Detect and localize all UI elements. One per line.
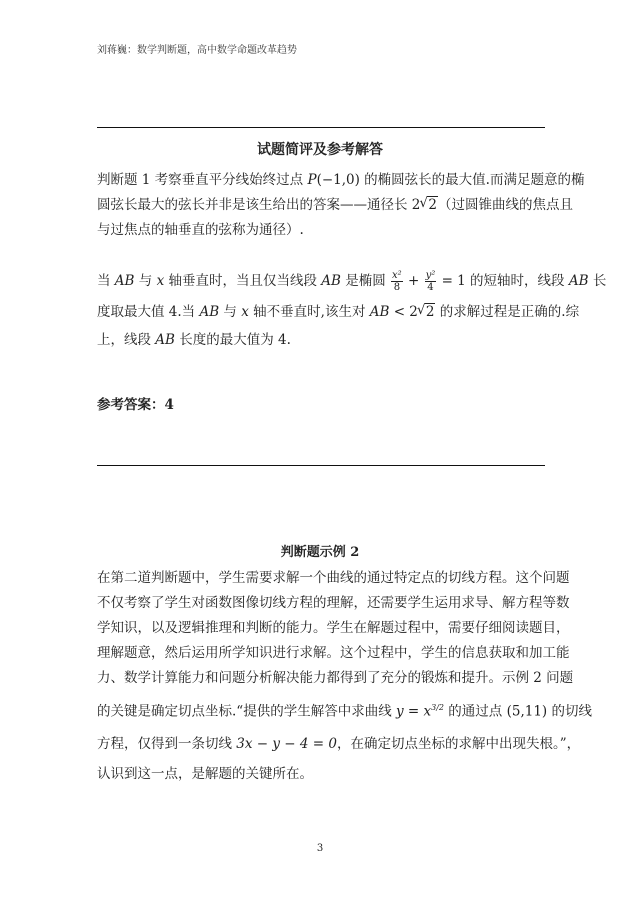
text-line: 在第二道判断题中，学生需要求解一个曲线的通过特定点的切线方程。这个问题: [97, 570, 570, 586]
sqrt-symbol: [420, 193, 438, 218]
fraction-y2-over-4: [425, 270, 437, 293]
text-run: 与: [219, 304, 242, 320]
text-line: 力、数学计算能力和问题分析解决能力都得到了充分的锻炼和提升。示例 2 问题: [97, 670, 574, 686]
math-x: x: [241, 304, 249, 320]
paragraph-review-2: [97, 264, 607, 354]
math-x: x: [156, 273, 165, 289]
text-run: 的求解过程是正确的.综: [435, 304, 580, 320]
fraction-denominator: 8: [393, 282, 401, 293]
text-run: 判断题 1 考察垂直平分线始终过点: [97, 172, 308, 188]
math-coordinate: (−1,0): [316, 172, 360, 188]
text-run: （过圆锥曲线的焦点且: [437, 197, 573, 213]
sqrt-radicand: 2: [428, 197, 437, 213]
text-run: 上，线段: [97, 332, 156, 348]
text-run: 圆弦长最大的弦长并非是该生给出的答案——通径长 2: [97, 197, 421, 213]
page-number: 3: [316, 843, 324, 854]
text-line: [97, 326, 546, 354]
math-point-5-11: (5,11): [506, 703, 548, 720]
math-ab: AB: [369, 304, 390, 320]
text-run: 当: [97, 273, 115, 289]
math-ab: AB: [155, 332, 175, 348]
text-run: 的通过点: [444, 703, 507, 720]
text-run: ，在确定切点坐标的求解中出现失根。”，: [337, 735, 581, 752]
text-run: 与: [134, 273, 157, 289]
math-equals: = 1: [437, 273, 466, 289]
reference-answer: [97, 393, 546, 418]
math-exponent: 3/2: [431, 703, 445, 712]
text-line: [97, 729, 581, 759]
text-line: [97, 298, 580, 326]
answer-value: 4: [164, 397, 174, 413]
section-title-review: 试题简评及参考解答: [257, 142, 383, 158]
fraction-numerator: x²: [392, 270, 402, 281]
paragraph-example-2: [97, 566, 592, 789]
math-ab: AB: [114, 273, 135, 289]
fraction-x2-over-8: [391, 270, 403, 293]
text-line: [97, 168, 585, 193]
math-ab: AB: [568, 273, 589, 289]
math-y: y: [395, 703, 404, 720]
text-run: 的椭圆弦长的最大值.而满足题意的椭: [359, 172, 585, 188]
page-header: 刘蒋巍：数学判断题，高中数学命题改革趋势: [97, 45, 297, 56]
text-line: 理解题意，然后运用所学知识进行求解。这个过程中，学生的信息获取和加工能: [97, 645, 570, 661]
answer-label: 参考答案：: [97, 397, 165, 413]
sqrt-radicand: 2: [425, 304, 435, 320]
math-equals-x: = x: [403, 703, 432, 720]
section-title-example-2: 判断题示例 2: [280, 545, 360, 560]
text-run: 方程，仅得到一条切线: [97, 735, 237, 752]
text-line: 学知识，以及逻辑推理和判断的能力。学生在解题过程中，需要仔细阅读题目，: [97, 620, 570, 636]
text-run: 的切线: [547, 703, 592, 720]
math-plus: +: [403, 273, 424, 289]
text-line: [97, 193, 573, 218]
fraction-denominator: 4: [427, 282, 434, 293]
math-tangent-equation: 3x − y − 4 = 0: [236, 735, 337, 752]
text-run: 轴垂直时，当且仅当线段: [164, 273, 322, 289]
text-run: 长度的最大值为 4.: [174, 332, 291, 348]
text-line: [97, 691, 592, 729]
middle-divider: [97, 465, 545, 466]
text-run: 的关键是确定切点坐标.“提供的学生解答中求曲线: [97, 703, 396, 720]
text-run: 度取最大值 4.当: [97, 304, 200, 320]
math-point: P: [307, 172, 317, 188]
text-line: [97, 264, 607, 298]
paragraph-review-1: [97, 168, 585, 243]
text-run: 是椭圆: [340, 273, 391, 289]
sqrt-symbol: [418, 298, 436, 326]
math-inequality: < 2: [389, 304, 418, 320]
text-run: 的短轴时，线段: [465, 273, 569, 289]
top-divider: [97, 127, 545, 128]
text-line: 不仅考察了学生对函数图像切线方程的理解，还需要学生运用求导、解方程等数: [97, 595, 570, 611]
text-run: 轴不垂直时,该生对: [248, 304, 370, 320]
math-ab: AB: [321, 273, 341, 289]
text-run: 长: [588, 273, 607, 289]
text-line: 认识到这一点，是解题的关键所在。: [97, 765, 313, 782]
math-ab: AB: [199, 304, 220, 320]
text-line: 与过焦点的轴垂直的弦称为通径）.: [97, 222, 304, 238]
fraction-numerator: y²: [425, 270, 436, 281]
